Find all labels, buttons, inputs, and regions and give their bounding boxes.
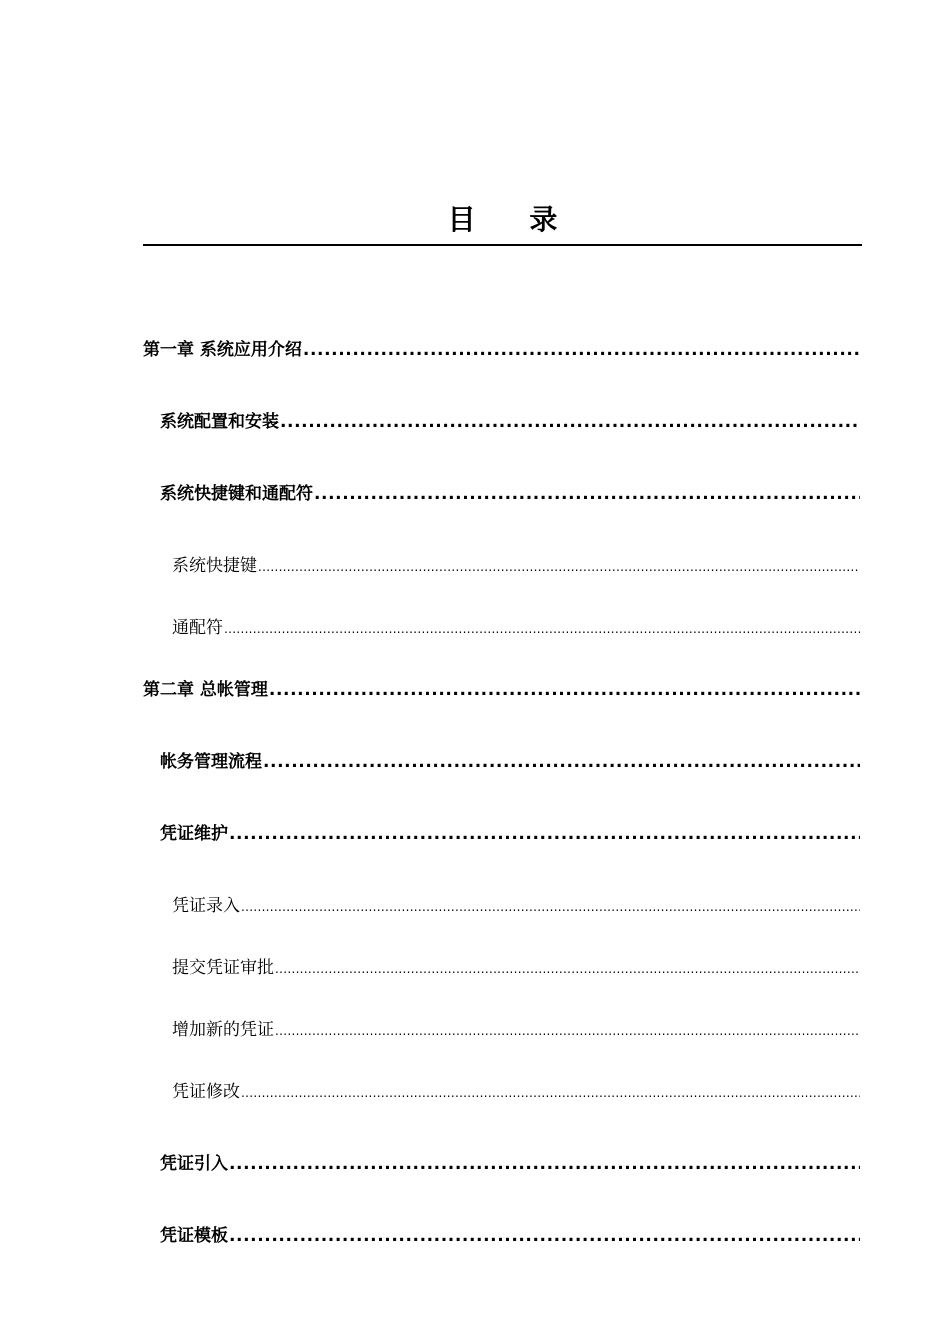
toc-dot-leader	[229, 1152, 860, 1176]
toc-entry-wildcards[interactable]	[172, 616, 860, 641]
toc-entry-accounting-process[interactable]	[160, 750, 860, 774]
page-title: 目 录	[447, 203, 580, 236]
toc-dot-leader	[229, 822, 860, 846]
toc-entry-voucher-maintenance[interactable]	[160, 822, 860, 846]
toc-dot-leader	[263, 750, 860, 774]
toc-entry-label: 第一章 系统应用介绍	[143, 340, 302, 360]
toc-entry-shortcuts-wildcards[interactable]	[160, 482, 860, 506]
toc-entry-label: 第二章 总帐管理	[143, 680, 268, 700]
toc-entry-label: 凭证维护	[160, 824, 228, 844]
toc-entry-voucher-template[interactable]	[160, 1224, 860, 1248]
toc-entry-label: 凭证录入	[172, 896, 240, 916]
toc-entry-label: 系统配置和安装	[160, 412, 279, 432]
toc-dot-leader	[241, 1081, 860, 1105]
toc-dot-leader	[314, 482, 860, 506]
toc-entry-label: 通配符	[172, 618, 223, 638]
toc-entry-label: 系统快捷键	[172, 556, 257, 576]
toc-entry-voucher-entry[interactable]	[172, 894, 860, 919]
toc-dot-leader	[229, 1224, 860, 1248]
toc-dot-leader	[303, 338, 860, 362]
toc-entry-voucher-import[interactable]	[160, 1152, 860, 1176]
toc-dot-leader	[275, 957, 860, 981]
toc-entry-label: 帐务管理流程	[160, 752, 262, 772]
toc-entry-voucher-modify[interactable]	[172, 1080, 860, 1105]
toc-entry-add-voucher[interactable]	[172, 1018, 860, 1043]
toc-entry-submit-approval[interactable]	[172, 956, 860, 981]
toc-entry-chapter-2[interactable]	[143, 678, 860, 702]
toc-entry-label: 提交凭证审批	[172, 958, 274, 978]
toc-entry-chapter-1[interactable]	[143, 338, 860, 362]
toc-entry-label: 系统快捷键和通配符	[160, 484, 313, 504]
toc-entry-label: 凭证修改	[172, 1082, 240, 1102]
toc-entry-label: 凭证引入	[160, 1154, 228, 1174]
toc-dot-leader	[224, 617, 860, 641]
title-rule	[143, 244, 862, 246]
toc-dot-leader	[241, 895, 860, 919]
toc-entry-label: 凭证模板	[160, 1226, 228, 1246]
toc-dot-leader	[269, 678, 860, 702]
toc-entry-shortcuts[interactable]	[172, 554, 860, 579]
toc-entry-label: 增加新的凭证	[172, 1020, 274, 1040]
toc-dot-leader	[258, 555, 860, 579]
toc-dot-leader	[280, 410, 860, 434]
toc-dot-leader	[275, 1019, 860, 1043]
toc-entry-system-config[interactable]	[160, 410, 860, 434]
